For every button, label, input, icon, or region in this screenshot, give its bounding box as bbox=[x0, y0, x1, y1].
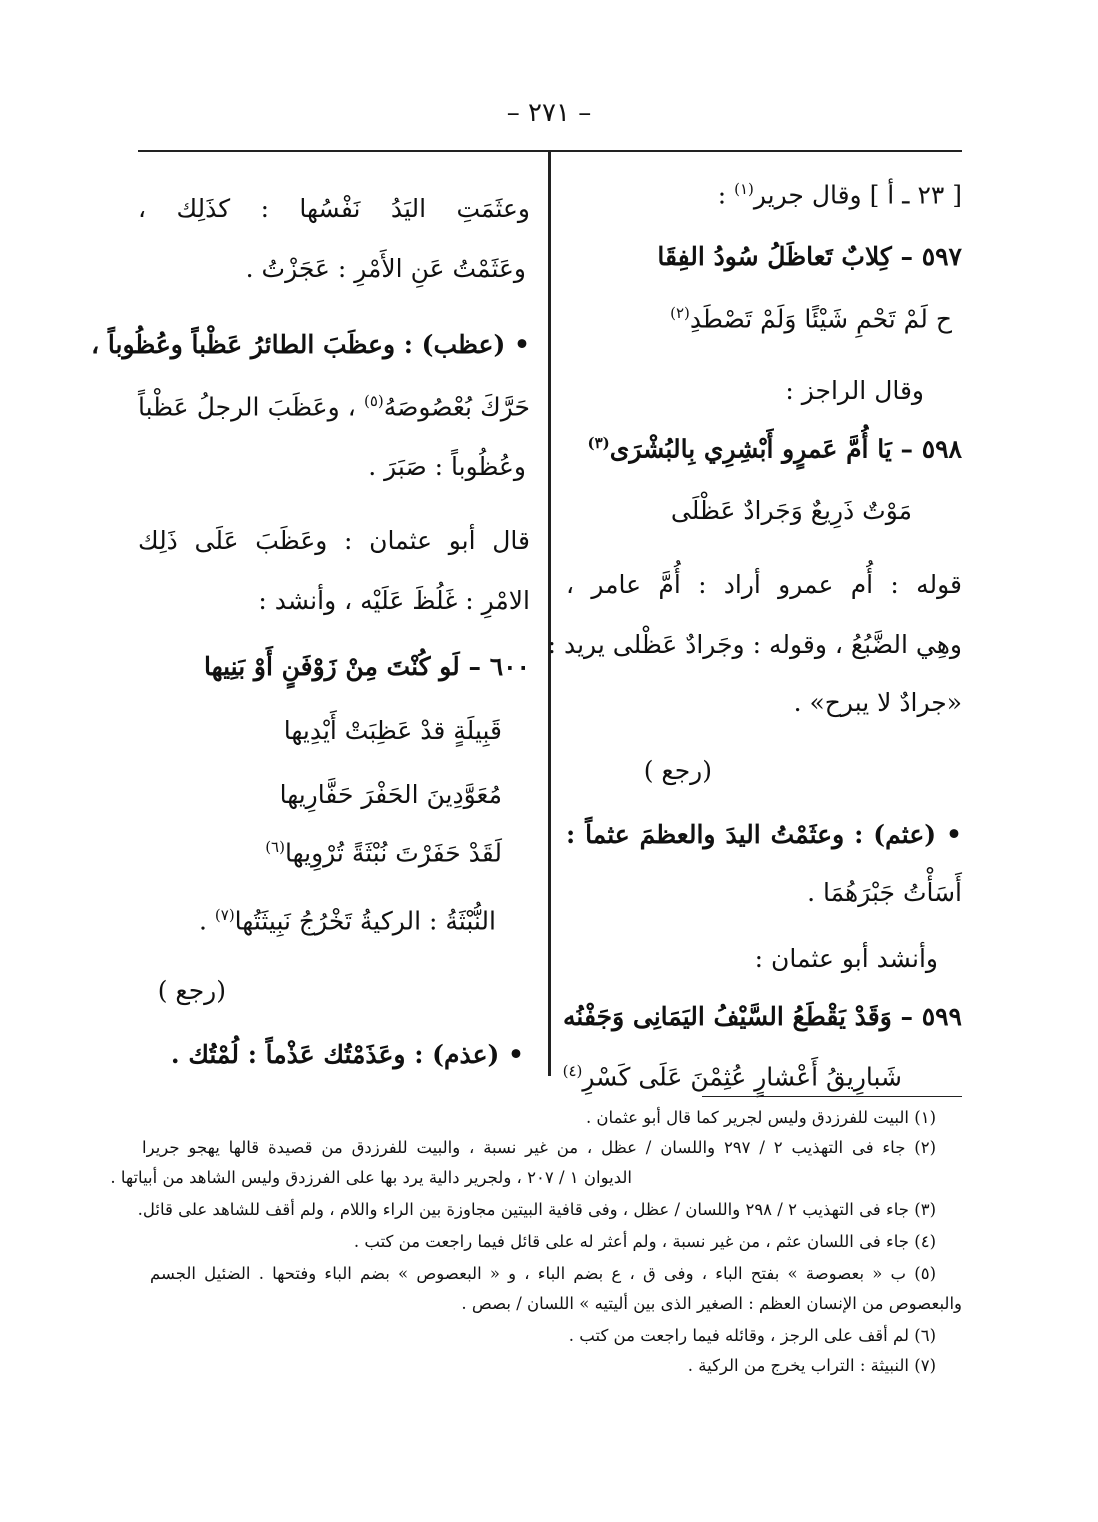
verse-598-line-1: ٥٩٨ – يَا أُمَّ عَمرٍو أَبْشِرِي بِالبُشْرَى$^{(٣)}$ bbox=[587, 434, 962, 464]
commentary-line: النُّبْثَةُ : الركيةُ تَخْرُجُ نَبِيثَتُها$^{(٧)}$ . bbox=[198, 906, 496, 936]
footnote-rule bbox=[702, 1096, 962, 1097]
footnote-4: (٤) جاء فى اللسان عثم ، من غير نسبة ، ولم أعثر له على قائل فيما راجعت من كتب . bbox=[353, 1232, 936, 1251]
footnote-ref: (١) bbox=[734, 180, 754, 198]
footnote-2: (٢) جاء فى التهذيب ٢ / ٢٩٧ واللسان / عظل ، من غير نسبة ، والبيت للفرزدق من قصيدة قالها يهجو جريرا bbox=[142, 1138, 936, 1157]
verse-600-line-1: ٦٠٠ – لَو كُنْتَ مِنْ زَوْفَنٍ أَوْ بَنِيها bbox=[203, 652, 530, 681]
verse-599-line-1: ٥٩٩ – وَقَدْ يَقْطَعُ السَّيْفُ اليَمَانِى وَجَفْنُه bbox=[563, 1002, 962, 1031]
footnote-5: (٥) ب « بعصوصة » بفتح الباء ، وفى ق ، ع بضم الباء ، و « البعصوص » بضم الباء وفتحها . الضئيل الجسم bbox=[150, 1264, 936, 1283]
verse-600-line-2: قَبِيلَةٍ قدْ عَظِبَتْ أَيْدِيها bbox=[283, 716, 502, 745]
verse-599-line-2: شَبارِيقُ أَعْشارٍ عُثِمْنَ عَلَى كَسْرِ$^{(٤)}$ bbox=[562, 1062, 902, 1092]
footnote-6: (٦) لم أقف على الرجز ، وقائله فيما راجعت من كتب . bbox=[568, 1326, 936, 1345]
commentary-line: الامْرِ : غَلُظَ عَلَيْه ، وأنشد : bbox=[258, 586, 530, 615]
footnote-2-cont: الديوان ١ / ٢٠٧ ، ولجرير دالية يرد بها على الفرزدق وليس الشاهد من أبياتها . bbox=[110, 1168, 632, 1187]
return-marker: (رجع ) bbox=[157, 976, 226, 1005]
commentary-line: «جرادٌ لا يبرح» . bbox=[793, 688, 962, 717]
footnote-ref: (٢) bbox=[670, 304, 690, 322]
footnote-ref: (٦) bbox=[265, 838, 285, 856]
entry-heading-azab: • (عظب) : وعظَبَ الطائرُ عَظْباً وعُظُوباً ، bbox=[91, 330, 530, 359]
commentary-line: قال أبو عثمان : وعَظَبَ عَلَى ذَلِك bbox=[138, 526, 530, 555]
footnote-5-cont: والبعصوص من الإنسان العظم : الصغير الذى بين أليتيه » اللسان / بصص . bbox=[461, 1294, 962, 1313]
footnote-3: (٣) جاء فى التهذيب ٢ / ٢٩٨ واللسان / عظل ، وفى قافية البيتين مجاوزة بين الراء واللام ، ولم أقف للشاهد على قائل. bbox=[137, 1200, 936, 1219]
footnote-1: (١) البيت للفرزدق وليس لجرير كما قال أبو عثمان . bbox=[585, 1108, 936, 1127]
return-marker: (رجع ) bbox=[643, 756, 712, 785]
commentary-line: وعثَمَتِ اليَدُ نَفْسُها : كذَلِك ، bbox=[138, 194, 530, 223]
commentary-line: وهِي الضَّبُعُ ، وقوله : وجَرادٌ عَظْلى يريد : bbox=[547, 630, 962, 659]
verse-600-line-3: مُعَوَّدِينَ الحَفْرَ حَفَّارِيها bbox=[279, 780, 502, 809]
commentary-line: وعُظُوباً : صَبَرَ . bbox=[368, 452, 526, 481]
footnote-ref: (٧) bbox=[214, 906, 235, 924]
poet-intro: وأنشد أبو عثمان : bbox=[754, 944, 938, 973]
column-divider bbox=[548, 152, 551, 1076]
entry-heading-atham: • (عثم) : وعثَمْتُ اليدَ والعظمَ عثماً : bbox=[566, 820, 962, 849]
verse-597-line-2: ح لَمْ تَحْمِ شَيْئًا وَلَمْ تَصْطَدِ$^{(٢)}$ bbox=[670, 304, 952, 334]
footnote-7: (٧) النبيثة : التراب يخرج من الركية . bbox=[687, 1356, 936, 1375]
commentary-line: حَرَّكَ بُعْصُوصَهُ$^{(٥)}$ ، وعَظَبَ الرجلُ عَظْباً bbox=[138, 392, 530, 422]
footnote-ref: (٤) bbox=[562, 1062, 583, 1080]
footnote-ref: (٣) bbox=[587, 434, 610, 452]
verse-600-line-4: لَقَدْ حَفَرْتَ نُبْثَةً تُرْوِيها$^{(٦)}$ bbox=[265, 838, 502, 868]
commentary-line: وعَثَمْتُ عَنِ الأَمْرِ : عَجَزْتُ . bbox=[245, 254, 526, 283]
poet-intro: وقال الراجز : bbox=[785, 376, 924, 405]
footnote-ref: (٥) bbox=[363, 392, 384, 410]
verse-597-line-1: ٥٩٧ – كِلابٌ تَعاظَلُ سُودُ الفِقَا bbox=[657, 242, 962, 271]
entry-heading-adham: • (عذم) : وعَذَمْتُك عَذْماً : لُمْتُك . bbox=[170, 1040, 524, 1069]
commentary-line: قوله : أُم عمرو أراد : أُمَّ عامر ، bbox=[566, 570, 962, 599]
verse-598-line-2: مَوْتٌ ذَرِيعٌ وَجَرادٌ عَظْلَى bbox=[670, 496, 912, 525]
poem-intro: [ ٢٣ ـ أ ] وقال جرير$^{(١)}$ : bbox=[717, 180, 962, 210]
commentary-line: أَسَأْتُ جَبْرَهُمَا . bbox=[807, 878, 962, 907]
page-number: – ٢٧١ – bbox=[506, 98, 592, 128]
